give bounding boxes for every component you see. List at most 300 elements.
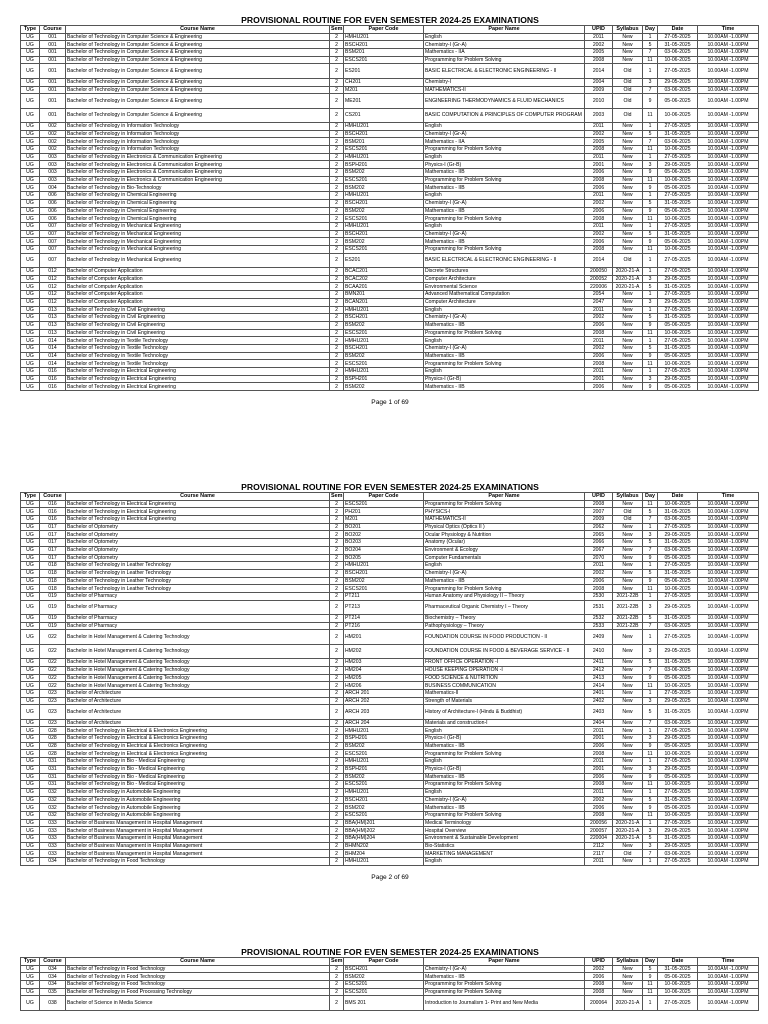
cell-course: 022 (40, 644, 66, 658)
cell-course: 022 (40, 659, 66, 667)
cell-type: UG (21, 819, 40, 827)
cell-day: 11 (643, 585, 658, 593)
cell-syllabus: 2021-22B (613, 622, 643, 630)
cell-syllabus: New (613, 965, 643, 973)
cell-course: 013 (40, 329, 66, 337)
cell-upid: 2008 (585, 56, 613, 64)
cell-paper-name: Computer Architecture (424, 298, 585, 306)
cell-type: UG (21, 630, 40, 644)
cell-upid: 2008 (585, 176, 613, 184)
cell-paper-code: HMHU201 (344, 122, 424, 130)
cell-course-name: Bachelor of Computer Application (66, 298, 330, 306)
cell-course: 034 (40, 965, 66, 973)
cell-day: 11 (643, 329, 658, 337)
cell-sem: 2 (330, 622, 344, 630)
cell-date: 31-05-2025 (658, 508, 698, 516)
cell-paper-name: Discrete Structures (424, 268, 585, 276)
cell-syllabus: New (613, 122, 643, 130)
cell-day: 11 (643, 682, 658, 690)
cell-course: 023 (40, 719, 66, 727)
cell-course: 019 (40, 622, 66, 630)
cell-sem: 2 (330, 773, 344, 781)
cell-date: 05-06-2025 (658, 742, 698, 750)
cell-day: 1 (643, 689, 658, 697)
cell-type: UG (21, 176, 40, 184)
cell-type: UG (21, 705, 40, 719)
cell-type: UG (21, 337, 40, 345)
header-sem: Sem (331, 26, 343, 33)
cell-day: 1 (643, 758, 658, 766)
cell-paper-name: MARKETING MANAGEMENT (424, 850, 585, 858)
cell-upid: 2002 (585, 41, 613, 49)
table-row (21, 554, 759, 562)
cell-time: 10.00AM -1.00PM (698, 569, 759, 577)
cell-course: 012 (40, 275, 66, 283)
cell-paper-name: Bio-Statistics (424, 842, 585, 850)
cell-date: 31-05-2025 (658, 344, 698, 352)
cell-date: 10-06-2025 (658, 56, 698, 64)
cell-day: 1 (643, 33, 658, 41)
cell-time: 10.00AM -1.00PM (698, 375, 759, 383)
cell-course: 028 (40, 727, 66, 735)
cell-type: UG (21, 742, 40, 750)
header-paper-code: Paper Code (344, 26, 424, 34)
cell-course-name: Bachelor of Technology in Food Technology (66, 858, 330, 866)
cell-sem: 2 (330, 291, 344, 299)
cell-date: 05-06-2025 (658, 674, 698, 682)
routine-table (20, 957, 759, 1011)
cell-time: 10.00AM -1.00PM (698, 352, 759, 360)
cell-paper-name: Programming for Problem Solving (424, 215, 585, 223)
cell-syllabus: Old (613, 94, 643, 108)
cell-date: 27-05-2025 (658, 122, 698, 130)
table-row (21, 33, 759, 41)
cell-course: 012 (40, 291, 66, 299)
cell-course-name: Bachelor of Technology in Chemical Engineering (66, 207, 330, 215)
cell-time: 10.00AM -1.00PM (698, 49, 759, 57)
cell-type: UG (21, 184, 40, 192)
cell-paper-name: English (424, 368, 585, 376)
table-row (21, 659, 759, 667)
cell-paper-name: Biochemistry – Theory (424, 615, 585, 623)
cell-paper-code: BSCH201 (344, 569, 424, 577)
cell-sem: 2 (330, 298, 344, 306)
cell-course-name: Bachelor of Technology in Computer Science & Engineering (66, 64, 330, 78)
cell-course-name: Bachelor of Technology in Food Technology (66, 965, 330, 973)
cell-course: 014 (40, 360, 66, 368)
cell-paper-name: Programming for Problem Solving (424, 56, 585, 64)
cell-sem: 2 (330, 344, 344, 352)
cell-paper-code: BSCH201 (344, 314, 424, 322)
cell-date: 10-06-2025 (658, 108, 698, 122)
table-row (21, 539, 759, 547)
cell-paper-code: HMHU201 (344, 306, 424, 314)
cell-paper-code: ESCS201 (344, 176, 424, 184)
cell-paper-name: English (424, 562, 585, 570)
header-syllabus: Syllabus (613, 26, 643, 34)
cell-upid: 2002 (585, 344, 613, 352)
cell-time: 10.00AM -1.00PM (698, 835, 759, 843)
cell-time: 10.00AM -1.00PM (698, 689, 759, 697)
cell-course-name: Bachelor of Technology in Bio - Medical Engineering (66, 773, 330, 781)
cell-date: 10-06-2025 (658, 585, 698, 593)
cell-upid: 2002 (585, 130, 613, 138)
cell-syllabus: New (613, 569, 643, 577)
table-row (21, 222, 759, 230)
cell-syllabus: New (613, 577, 643, 585)
cell-upid: 2531 (585, 600, 613, 614)
cell-date: 31-05-2025 (658, 539, 698, 547)
cell-syllabus: New (613, 659, 643, 667)
cell-day: 5 (643, 569, 658, 577)
cell-syllabus: 2020-21-A (613, 275, 643, 283)
cell-date: 31-05-2025 (658, 130, 698, 138)
cell-syllabus: New (613, 337, 643, 345)
cell-date: 29-05-2025 (658, 735, 698, 743)
cell-sem: 2 (330, 192, 344, 200)
cell-sem: 2 (330, 230, 344, 238)
cell-sem: 2 (330, 531, 344, 539)
cell-time: 10.00AM -1.00PM (698, 727, 759, 735)
cell-sem: 2 (330, 368, 344, 376)
cell-sem: 2 (330, 697, 344, 705)
table-row (21, 64, 759, 78)
cell-sem: 2 (330, 796, 344, 804)
header-sem: Sem (331, 493, 343, 500)
cell-upid: 2047 (585, 298, 613, 306)
cell-date: 10-06-2025 (658, 981, 698, 989)
cell-paper-name: Mathematics - IIB (424, 352, 585, 360)
table-row (21, 742, 759, 750)
table-row (21, 352, 759, 360)
cell-date: 29-05-2025 (658, 161, 698, 169)
cell-date: 29-05-2025 (658, 298, 698, 306)
page-title: PROVISIONAL ROUTINE FOR EVEN SEMESTER 2024-25 EXAMINATIONS (241, 15, 539, 25)
cell-day: 1 (643, 858, 658, 866)
cell-day: 1 (643, 630, 658, 644)
cell-course: 003 (40, 161, 66, 169)
table-row (21, 727, 759, 735)
cell-day: 11 (643, 981, 658, 989)
cell-course: 031 (40, 765, 66, 773)
cell-type: UG (21, 360, 40, 368)
cell-date: 05-06-2025 (658, 773, 698, 781)
table-header (21, 493, 759, 501)
cell-date: 10-06-2025 (658, 360, 698, 368)
table-row (21, 719, 759, 727)
cell-time: 10.00AM -1.00PM (698, 321, 759, 329)
table-row (21, 253, 759, 267)
cell-syllabus: New (613, 33, 643, 41)
cell-sem: 2 (330, 215, 344, 223)
cell-course: 001 (40, 41, 66, 49)
cell-type: UG (21, 56, 40, 64)
cell-paper-code: HM201 (344, 630, 424, 644)
cell-sem: 2 (330, 383, 344, 391)
table-row (21, 546, 759, 554)
cell-course: 001 (40, 78, 66, 86)
cell-type: UG (21, 659, 40, 667)
cell-sem: 2 (330, 199, 344, 207)
table-row (21, 298, 759, 306)
table-body (21, 33, 759, 390)
cell-course-name: Bachelor in Hotel Management & Catering Technology (66, 682, 330, 690)
cell-course-name: Bachelor of Computer Application (66, 283, 330, 291)
cell-upid: 2006 (585, 184, 613, 192)
cell-paper-name: Chemistry-I (424, 78, 585, 86)
cell-course: 012 (40, 298, 66, 306)
cell-time: 10.00AM -1.00PM (698, 108, 759, 122)
cell-paper-name: English (424, 222, 585, 230)
cell-date: 03-06-2025 (658, 719, 698, 727)
cell-day: 9 (643, 169, 658, 177)
cell-paper-code: ESCS201 (344, 56, 424, 64)
table-row (21, 750, 759, 758)
cell-type: UG (21, 577, 40, 585)
cell-course: 033 (40, 842, 66, 850)
cell-course-name: Bachelor of Optometry (66, 531, 330, 539)
cell-syllabus: 2020-21-A (613, 835, 643, 843)
cell-paper-name: Environment & Ecology (424, 546, 585, 554)
cell-course: 023 (40, 697, 66, 705)
cell-time: 10.00AM -1.00PM (698, 222, 759, 230)
table-row (21, 122, 759, 130)
cell-time: 10.00AM -1.00PM (698, 630, 759, 644)
cell-type: UG (21, 554, 40, 562)
cell-day: 1 (643, 153, 658, 161)
cell-upid: 2011 (585, 727, 613, 735)
cell-sem: 2 (330, 674, 344, 682)
cell-syllabus: New (613, 630, 643, 644)
cell-upid: 2067 (585, 546, 613, 554)
cell-paper-code: HM205 (344, 674, 424, 682)
cell-day: 1 (643, 788, 658, 796)
cell-type: UG (21, 850, 40, 858)
cell-syllabus: New (613, 981, 643, 989)
cell-date: 05-06-2025 (658, 554, 698, 562)
cell-syllabus: New (613, 674, 643, 682)
cell-upid: 2008 (585, 988, 613, 996)
cell-syllabus: 2020-21-A (613, 996, 643, 1010)
cell-paper-name: Physics-I (Gr-B) (424, 735, 585, 743)
cell-course-name: Bachelor of Technology in Computer Science & Engineering (66, 56, 330, 64)
cell-course-name: Bachelor of Technology in Leather Technology (66, 562, 330, 570)
cell-time: 10.00AM -1.00PM (698, 622, 759, 630)
cell-upid: 2008 (585, 811, 613, 819)
cell-sem: 2 (330, 130, 344, 138)
cell-date: 27-05-2025 (658, 630, 698, 644)
cell-day: 7 (643, 49, 658, 57)
cell-day: 7 (643, 666, 658, 674)
cell-type: UG (21, 996, 40, 1010)
cell-time: 10.00AM -1.00PM (698, 291, 759, 299)
cell-type: UG (21, 981, 40, 989)
cell-course: 034 (40, 981, 66, 989)
cell-paper-name: Chemistry-I (Gr-A) (424, 569, 585, 577)
cell-time: 10.00AM -1.00PM (698, 788, 759, 796)
cell-syllabus: Old (613, 86, 643, 94)
cell-course-name: Bachelor of Architecture (66, 689, 330, 697)
cell-time: 10.00AM -1.00PM (698, 199, 759, 207)
cell-upid: 2011 (585, 306, 613, 314)
cell-type: UG (21, 773, 40, 781)
cell-time: 10.00AM -1.00PM (698, 169, 759, 177)
cell-paper-name: Programming for Problem Solving (424, 981, 585, 989)
cell-upid: 2011 (585, 858, 613, 866)
cell-time: 10.00AM -1.00PM (698, 804, 759, 812)
cell-upid: 200056 (585, 819, 613, 827)
cell-upid: 2409 (585, 630, 613, 644)
cell-course-name: Bachelor of Technology in Food Technology (66, 973, 330, 981)
cell-paper-code: ES201 (344, 253, 424, 267)
table-row (21, 344, 759, 352)
cell-course-name: Bachelor of Technology in Civil Engineering (66, 329, 330, 337)
cell-upid: 2065 (585, 531, 613, 539)
cell-type: UG (21, 207, 40, 215)
cell-syllabus: 2020-21-A (613, 819, 643, 827)
cell-date: 05-06-2025 (658, 383, 698, 391)
cell-syllabus: New (613, 705, 643, 719)
cell-date: 10-06-2025 (658, 682, 698, 690)
cell-type: UG (21, 697, 40, 705)
cell-sem: 2 (330, 682, 344, 690)
cell-day: 3 (643, 644, 658, 658)
cell-syllabus: New (613, 546, 643, 554)
cell-course-name: Bachelor of Technology in Electronics & Communication Engineering (66, 169, 330, 177)
cell-paper-name: Mathematics - IIB (424, 321, 585, 329)
cell-time: 10.00AM -1.00PM (698, 153, 759, 161)
table-row (21, 973, 759, 981)
cell-sem: 2 (330, 615, 344, 623)
cell-time: 10.00AM -1.00PM (698, 659, 759, 667)
cell-course-name: Bachelor of Technology in Electronics & Communication Engineering (66, 176, 330, 184)
cell-sem: 2 (330, 781, 344, 789)
cell-paper-name: English (424, 153, 585, 161)
cell-sem: 2 (330, 329, 344, 337)
table-row (21, 644, 759, 658)
cell-paper-name: Mathematics - IIB (424, 773, 585, 781)
cell-sem: 2 (330, 689, 344, 697)
cell-course: 033 (40, 850, 66, 858)
cell-paper-name: Mathematics - IIB (424, 184, 585, 192)
cell-paper-name: Chemistry-I (Gr-A) (424, 796, 585, 804)
cell-syllabus: New (613, 666, 643, 674)
table-row (21, 41, 759, 49)
cell-day: 9 (643, 804, 658, 812)
table-row (21, 329, 759, 337)
cell-day: 7 (643, 719, 658, 727)
cell-course-name: Bachelor of Technology in Bio - Medical Engineering (66, 765, 330, 773)
cell-type: UG (21, 283, 40, 291)
cell-syllabus: New (613, 842, 643, 850)
cell-course-name: Bachelor of Technology in Chemical Engineering (66, 192, 330, 200)
cell-sem: 2 (330, 804, 344, 812)
table-row (21, 689, 759, 697)
cell-paper-name: Introduction to Journalism 1- Print and New Media (424, 996, 585, 1010)
cell-paper-code: BCAC201 (344, 268, 424, 276)
cell-time: 10.00AM -1.00PM (698, 644, 759, 658)
cell-day: 11 (643, 108, 658, 122)
table-row (21, 765, 759, 773)
cell-paper-code: ESCS201 (344, 781, 424, 789)
cell-paper-name: Physics-I (Gr-B) (424, 375, 585, 383)
cell-date: 03-06-2025 (658, 622, 698, 630)
table-row (21, 176, 759, 184)
cell-upid: 2001 (585, 735, 613, 743)
table-row (21, 988, 759, 996)
cell-sem: 2 (330, 375, 344, 383)
cell-date: 31-05-2025 (658, 615, 698, 623)
cell-course-name: Bachelor of Technology in Textile Technology (66, 360, 330, 368)
cell-upid: 2007 (585, 508, 613, 516)
cell-syllabus: New (613, 329, 643, 337)
cell-course-name: Bachelor of Technology in Food Processing Technology (66, 988, 330, 996)
cell-type: UG (21, 230, 40, 238)
table-body (21, 965, 759, 1010)
cell-type: UG (21, 682, 40, 690)
cell-sem: 2 (330, 321, 344, 329)
cell-date: 27-05-2025 (658, 368, 698, 376)
cell-syllabus: New (613, 781, 643, 789)
cell-course: 032 (40, 811, 66, 819)
cell-paper-code: BHMN202 (344, 842, 424, 850)
cell-sem: 2 (330, 94, 344, 108)
cell-upid: 200057 (585, 827, 613, 835)
cell-paper-code: BSCH201 (344, 41, 424, 49)
cell-paper-code: BCAA201 (344, 283, 424, 291)
cell-time: 10.00AM -1.00PM (698, 306, 759, 314)
cell-course-name: Bachelor of Technology in Bio - Medical Engineering (66, 781, 330, 789)
cell-course-name: Bachelor of Pharmacy (66, 622, 330, 630)
cell-syllabus: New (613, 360, 643, 368)
cell-course: 003 (40, 169, 66, 177)
table-row (21, 630, 759, 644)
cell-type: UG (21, 352, 40, 360)
cell-day: 3 (643, 275, 658, 283)
cell-syllabus: 2021-22B (613, 600, 643, 614)
cell-time: 10.00AM -1.00PM (698, 615, 759, 623)
table-row (21, 291, 759, 299)
cell-paper-code: PH201 (344, 508, 424, 516)
cell-upid: 2001 (585, 161, 613, 169)
cell-course-name: Bachelor of Technology in Computer Science & Engineering (66, 94, 330, 108)
cell-time: 10.00AM -1.00PM (698, 531, 759, 539)
header-paper-name: Paper Name (424, 26, 585, 34)
cell-course: 004 (40, 184, 66, 192)
cell-paper-code: BSM202 (344, 804, 424, 812)
cell-course: 002 (40, 122, 66, 130)
cell-type: UG (21, 122, 40, 130)
cell-syllabus: New (613, 539, 643, 547)
cell-date: 10-06-2025 (658, 811, 698, 819)
cell-sem: 2 (330, 659, 344, 667)
cell-syllabus: New (613, 215, 643, 223)
cell-sem: 2 (330, 592, 344, 600)
cell-upid: 2008 (585, 215, 613, 223)
cell-syllabus: New (613, 161, 643, 169)
cell-upid: 2002 (585, 796, 613, 804)
cell-sem: 2 (330, 758, 344, 766)
cell-time: 10.00AM -1.00PM (698, 781, 759, 789)
cell-upid: 2011 (585, 788, 613, 796)
cell-paper-name: English (424, 758, 585, 766)
cell-paper-code: ARCH 204 (344, 719, 424, 727)
table-row (21, 268, 759, 276)
cell-day: 1 (643, 253, 658, 267)
cell-day: 7 (643, 546, 658, 554)
cell-paper-code: ESCS201 (344, 585, 424, 593)
cell-day: 11 (643, 811, 658, 819)
